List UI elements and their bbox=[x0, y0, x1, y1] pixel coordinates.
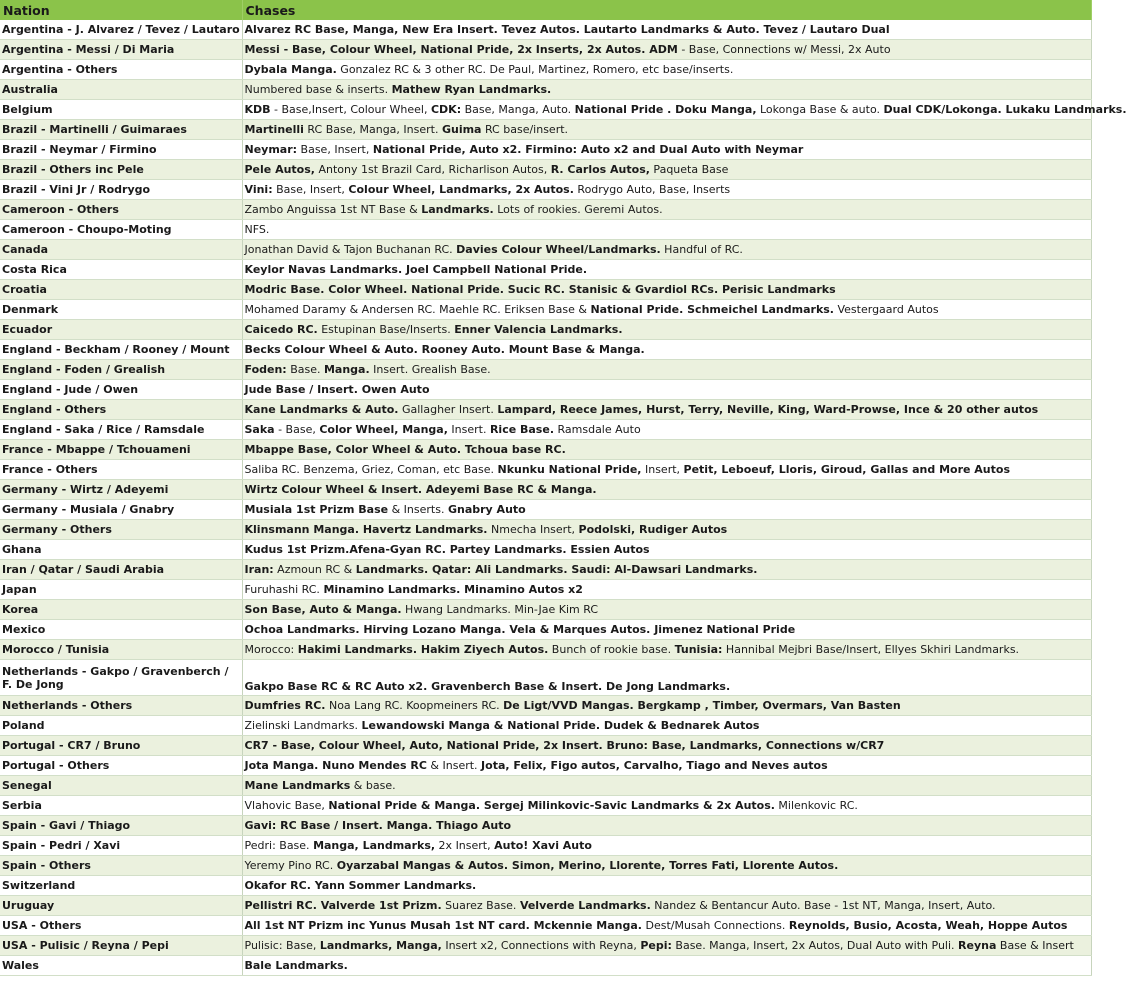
chase-text-bold: Saka bbox=[244, 423, 275, 436]
chase-text-bold: Caicedo RC. bbox=[244, 323, 318, 336]
nation-cell[interactable]: Belgium bbox=[0, 100, 242, 120]
table-row bbox=[0, 660, 1091, 696]
chases-cell[interactable] bbox=[242, 660, 1091, 696]
chases-cell[interactable] bbox=[242, 360, 1091, 380]
chase-text: Zielinski Landmarks. bbox=[244, 719, 362, 732]
chases-cell[interactable] bbox=[242, 300, 1091, 320]
table-row bbox=[0, 916, 1091, 936]
chase-text-bold: Foden: bbox=[244, 363, 287, 376]
nation-cell[interactable]: England - Jude / Owen bbox=[0, 380, 242, 400]
table-row bbox=[0, 320, 1091, 340]
chases-cell[interactable] bbox=[242, 540, 1091, 560]
nation-cell[interactable]: Germany - Others bbox=[0, 520, 242, 540]
nation-cell[interactable]: Argentina - Messi / Di Maria bbox=[0, 40, 242, 60]
table-row bbox=[0, 340, 1091, 360]
nation-cell[interactable]: Australia bbox=[0, 80, 242, 100]
table-row bbox=[0, 120, 1091, 140]
table-row bbox=[0, 380, 1091, 400]
chase-text: Base, Insert, bbox=[272, 183, 349, 196]
table-row bbox=[0, 20, 1091, 40]
chase-text-bold: Kane Landmarks & Auto. bbox=[244, 403, 399, 416]
chases-cell[interactable] bbox=[242, 620, 1091, 640]
chase-text: Rodrygo Auto, Base, Inserts bbox=[573, 183, 731, 196]
nation-cell[interactable]: Germany - Wirtz / Adeyemi bbox=[0, 480, 242, 500]
chases-cell[interactable] bbox=[242, 916, 1091, 936]
nation-cell[interactable]: France - Others bbox=[0, 460, 242, 480]
chase-text-bold: Mathew Ryan Landmarks. bbox=[391, 83, 552, 96]
chase-text: Furuhashi RC. bbox=[244, 583, 324, 596]
table-row bbox=[0, 360, 1091, 380]
chases-cell[interactable] bbox=[242, 956, 1091, 976]
nation-cell[interactable]: Brazil - Vini Jr / Rodrygo bbox=[0, 180, 242, 200]
chase-text-bold: Jude Base / Insert. Owen Auto bbox=[244, 383, 430, 396]
chase-text-bold: Reynolds, Busio, Acosta, Weah, Hoppe Autos bbox=[788, 919, 1068, 932]
chase-text-bold: Modric Base. Color Wheel. National Pride. Sucic RC. Stanisic & Gvardiol RCs. Perisic Landmarks bbox=[244, 283, 836, 296]
chase-text-bold: Martinelli bbox=[244, 123, 304, 136]
nation-cell[interactable]: Poland bbox=[0, 716, 242, 736]
chase-text-bold: Tunisia: bbox=[674, 643, 723, 656]
chases-cell[interactable] bbox=[242, 796, 1091, 816]
chases-cell[interactable] bbox=[242, 400, 1091, 420]
chases-cell[interactable] bbox=[242, 716, 1091, 736]
chase-text-bold: CR7 - Base, Colour Wheel, Auto, National Pride, 2x Insert. Bruno: Base, Landmarks, Connections w/CR7 bbox=[244, 739, 885, 752]
chase-text: Saliba RC. Benzema, Griez, Coman, etc Base. bbox=[244, 463, 498, 476]
table-row bbox=[0, 140, 1091, 160]
table-row bbox=[0, 936, 1091, 956]
chase-text-bold: Lewandowski Manga & National Pride. Dudek & Bednarek Autos bbox=[361, 719, 760, 732]
chase-text-bold: Kudus 1st Prizm.Afena-Gyan RC. Partey Landmarks. Essien Autos bbox=[244, 543, 650, 556]
table-row bbox=[0, 896, 1091, 916]
chase-text-bold: R. Carlos Autos, bbox=[550, 163, 650, 176]
nation-cell[interactable]: Netherlands - Others bbox=[0, 696, 242, 716]
chases-cell[interactable] bbox=[242, 340, 1091, 360]
nation-cell[interactable]: Denmark bbox=[0, 300, 242, 320]
chases-cell[interactable] bbox=[242, 320, 1091, 340]
table-row bbox=[0, 220, 1091, 240]
table-row bbox=[0, 580, 1091, 600]
chase-text: Pulisic: Base, bbox=[244, 939, 320, 952]
table-row bbox=[0, 856, 1091, 876]
table-row bbox=[0, 180, 1091, 200]
chase-text: Pedri: Base. bbox=[244, 839, 314, 852]
nation-cell[interactable]: Canada bbox=[0, 240, 242, 260]
chase-text-bold: Gavi: RC Base / Insert. Manga. Thiago Auto bbox=[244, 819, 512, 832]
nation-cell[interactable]: England - Beckham / Rooney / Mount bbox=[0, 340, 242, 360]
chase-text-bold: CDK: bbox=[430, 103, 462, 116]
chase-text: - Base, bbox=[274, 423, 320, 436]
nation-cell[interactable]: USA - Others bbox=[0, 916, 242, 936]
nation-cell[interactable]: Spain - Others bbox=[0, 856, 242, 876]
table-row bbox=[0, 540, 1091, 560]
chase-text: Milenkovic RC. bbox=[774, 799, 858, 812]
chase-text: Lots of rookies. Geremi Autos. bbox=[493, 203, 663, 216]
nation-cell[interactable]: Spain - Pedri / Xavi bbox=[0, 836, 242, 856]
nation-cell[interactable]: Costa Rica bbox=[0, 260, 242, 280]
chases-cell[interactable] bbox=[242, 180, 1091, 200]
chases-cell[interactable] bbox=[242, 280, 1091, 300]
chases-cell[interactable] bbox=[242, 936, 1091, 956]
column-header-chases[interactable]: Chases bbox=[242, 0, 1091, 20]
chase-text-bold: Pepi: bbox=[640, 939, 672, 952]
chase-text-bold: Vini: bbox=[244, 183, 273, 196]
chase-text-bold: Wirtz Colour Wheel & Insert. Adeyemi Base RC & Manga. bbox=[244, 483, 597, 496]
table-row bbox=[0, 956, 1091, 976]
table-row bbox=[0, 420, 1091, 440]
table-row bbox=[0, 280, 1091, 300]
table-row bbox=[0, 560, 1091, 580]
chase-text: Noa Lang RC. Koopmeiners RC. bbox=[325, 699, 504, 712]
nation-cell[interactable]: Switzerland bbox=[0, 876, 242, 896]
header-row bbox=[0, 0, 1091, 20]
chase-text-bold: Manga. bbox=[323, 363, 370, 376]
chase-text-bold: Velverde Landmarks. bbox=[519, 899, 651, 912]
chase-text-bold: Bale Landmarks. bbox=[244, 959, 348, 972]
chases-cell[interactable] bbox=[242, 380, 1091, 400]
chase-text-bold: Oyarzabal Mangas & Autos. Simon, Merino, Llorente, Torres Fati, Llorente Autos. bbox=[336, 859, 839, 872]
nation-cell[interactable]: Uruguay bbox=[0, 896, 242, 916]
table-row bbox=[0, 40, 1091, 60]
chase-text-bold: Mane Landmarks bbox=[244, 779, 351, 792]
table-row bbox=[0, 240, 1091, 260]
chase-text: Base, Manga, Auto. bbox=[461, 103, 575, 116]
table-row bbox=[0, 776, 1091, 796]
table-row bbox=[0, 300, 1091, 320]
chase-text: Jonathan David & Tajon Buchanan RC. bbox=[244, 243, 457, 256]
chase-text-bold: Jota, Felix, Figo autos, Carvalho, Tiago and Neves autos bbox=[481, 759, 828, 772]
nation-cell[interactable]: Mexico bbox=[0, 620, 242, 640]
chases-cell[interactable] bbox=[242, 736, 1091, 756]
chase-text: Vestergaard Autos bbox=[834, 303, 939, 316]
chase-text-bold: National Pride. Schmeichel Landmarks. bbox=[590, 303, 834, 316]
chase-text: - Base,Insert, Colour Wheel, bbox=[270, 103, 431, 116]
table-row bbox=[0, 756, 1091, 776]
chase-text-bold: Klinsmann Manga. Havertz Landmarks. bbox=[244, 523, 488, 536]
nation-cell[interactable]: France - Mbappe / Tchouameni bbox=[0, 440, 242, 460]
table-row bbox=[0, 816, 1091, 836]
nation-cell[interactable]: Brazil - Neymar / Firmino bbox=[0, 140, 242, 160]
chase-text-bold: Guima bbox=[441, 123, 482, 136]
nation-cell[interactable]: Brazil - Others inc Pele bbox=[0, 160, 242, 180]
chases-cell[interactable] bbox=[242, 520, 1091, 540]
chase-text: RC Base, Manga, Insert. bbox=[303, 123, 442, 136]
table-row bbox=[0, 620, 1091, 640]
chase-text-bold: National Pride, Auto x2. Firmino: Auto x2 and Dual Auto with Neymar bbox=[372, 143, 804, 156]
table-row bbox=[0, 160, 1091, 180]
nation-cell[interactable]: Netherlands - Gakpo / Gravenberch / F. De Jong bbox=[0, 660, 242, 696]
chase-text-bold: Petit, Leboeuf, Lloris, Giroud, Gallas and More Autos bbox=[683, 463, 1010, 476]
table-row bbox=[0, 836, 1091, 856]
nation-cell[interactable]: Wales bbox=[0, 956, 242, 976]
chase-text: Zambo Anguissa 1st NT Base & bbox=[244, 203, 422, 216]
nation-cell[interactable]: Croatia bbox=[0, 280, 242, 300]
chase-text: Base, Insert, bbox=[297, 143, 373, 156]
nation-cell[interactable]: Cameroon - Choupo-Moting bbox=[0, 220, 242, 240]
chase-text-bold: Reyna bbox=[958, 939, 997, 952]
chase-text: RC base/insert. bbox=[481, 123, 569, 136]
chases-cell[interactable] bbox=[242, 896, 1091, 916]
chases-cell[interactable] bbox=[242, 260, 1091, 280]
nation-cell[interactable]: Japan bbox=[0, 580, 242, 600]
chase-text-bold: Pele Autos, bbox=[244, 163, 315, 176]
chase-text: Base & Insert bbox=[996, 939, 1074, 952]
nation-cell[interactable]: Portugal - Others bbox=[0, 756, 242, 776]
chases-cell[interactable] bbox=[242, 580, 1091, 600]
chase-text: Base. bbox=[286, 363, 324, 376]
table-row bbox=[0, 260, 1091, 280]
chase-text: Gallagher Insert. bbox=[398, 403, 498, 416]
chases-cell[interactable] bbox=[242, 40, 1091, 60]
chase-text-bold: Auto! Xavi Auto bbox=[494, 839, 592, 852]
chase-text-bold: Son Base, Auto & Manga. bbox=[244, 603, 402, 616]
chases-cell[interactable] bbox=[242, 20, 1091, 40]
chase-text: Hannibal Mejbri Base/Insert, Ellyes Skhiri Landmarks. bbox=[722, 643, 1020, 656]
chase-text: Numbered base & inserts. bbox=[244, 83, 392, 96]
chase-text-bold: Enner Valencia Landmarks. bbox=[454, 323, 623, 336]
chase-text-bold: Hakimi Landmarks. Hakim Ziyech Autos. bbox=[297, 643, 549, 656]
chases-cell[interactable] bbox=[242, 480, 1091, 500]
chases-cell[interactable] bbox=[242, 836, 1091, 856]
chase-text-bold: Iran: bbox=[244, 563, 274, 576]
chase-text: NFS. bbox=[244, 223, 270, 236]
chase-text-bold: Davies Colour Wheel/Landmarks. bbox=[456, 243, 661, 256]
table-row bbox=[0, 80, 1091, 100]
chases-cell[interactable] bbox=[242, 640, 1091, 660]
chase-text: Morocco: bbox=[244, 643, 298, 656]
chase-text: & Inserts. bbox=[388, 503, 448, 516]
chase-text-bold: Rice Base. bbox=[489, 423, 554, 436]
chase-text-bold: Alvarez RC Base, Manga, New Era Insert. Tevez Autos. Lautarto Landmarks & Auto. Tevez / Lautaro Dual bbox=[244, 23, 890, 36]
chases-cell[interactable] bbox=[242, 60, 1091, 80]
chases-cell[interactable] bbox=[242, 140, 1091, 160]
nation-cell[interactable]: Serbia bbox=[0, 796, 242, 816]
chases-cell[interactable] bbox=[242, 80, 1091, 100]
chase-text: Nmecha Insert, bbox=[487, 523, 579, 536]
table-row bbox=[0, 480, 1091, 500]
chase-text: & base. bbox=[350, 779, 396, 792]
nation-cell[interactable]: Senegal bbox=[0, 776, 242, 796]
chase-text-bold: Minamino Landmarks. Minamino Autos x2 bbox=[323, 583, 583, 596]
chase-text: Antony 1st Brazil Card, Richarlison Autos, bbox=[314, 163, 551, 176]
table-row bbox=[0, 876, 1091, 896]
chases-cell[interactable] bbox=[242, 696, 1091, 716]
chase-text-bold: National Pride & Manga. Sergej Milinkovic-Savic Landmarks & 2x Autos. bbox=[328, 799, 775, 812]
chases-cell[interactable] bbox=[242, 876, 1091, 896]
chase-text: Yeremy Pino RC. bbox=[244, 859, 337, 872]
chases-cell[interactable] bbox=[242, 500, 1091, 520]
chase-text: Paqueta Base bbox=[649, 163, 729, 176]
chases-cell[interactable] bbox=[242, 756, 1091, 776]
chase-text: Azmoun RC & bbox=[273, 563, 356, 576]
table-row bbox=[0, 736, 1091, 756]
chase-text: Insert. bbox=[447, 423, 490, 436]
chase-text-bold: Mbappe Base, Color Wheel & Auto. Tchoua base RC. bbox=[244, 443, 566, 456]
chase-text: Estupinan Base/Inserts. bbox=[317, 323, 455, 336]
chase-text-bold: Dual CDK/Lokonga. Lukaku Landmarks. bbox=[883, 103, 1127, 116]
chase-text-bold: Gnabry Auto bbox=[447, 503, 526, 516]
chase-text-bold: Neymar: bbox=[244, 143, 298, 156]
nation-cell[interactable]: Ghana bbox=[0, 540, 242, 560]
nation-cell[interactable]: Iran / Qatar / Saudi Arabia bbox=[0, 560, 242, 580]
chases-cell[interactable] bbox=[242, 440, 1091, 460]
chases-cell[interactable] bbox=[242, 220, 1091, 240]
table-row bbox=[0, 696, 1091, 716]
chase-text: - Base, Connections w/ Messi, 2x Auto bbox=[677, 43, 891, 56]
chase-text: Insert. Grealish Base. bbox=[369, 363, 491, 376]
table-row bbox=[0, 716, 1091, 736]
chase-text: Dest/Musah Connections. bbox=[641, 919, 789, 932]
nation-cell[interactable]: Argentina - J. Alvarez / Tevez / Lautaro bbox=[0, 20, 242, 40]
chase-text-bold: All 1st NT Prizm inc Yunus Musah 1st NT card. Mckennie Manga. bbox=[244, 919, 642, 932]
table-row bbox=[0, 500, 1091, 520]
chase-text-bold: Ochoa Landmarks. Hirving Lozano Manga. Vela & Marques Autos. Jimenez National Pride bbox=[244, 623, 796, 636]
nation-cell[interactable]: Portugal - CR7 / Bruno bbox=[0, 736, 242, 756]
table-row bbox=[0, 460, 1091, 480]
column-header-nation[interactable]: Nation bbox=[0, 0, 242, 20]
chase-text-bold: De Ligt/VVD Mangas. Bergkamp , Timber, Overmars, Van Basten bbox=[503, 699, 901, 712]
nation-cell[interactable]: Argentina - Others bbox=[0, 60, 242, 80]
nation-cell[interactable]: Korea bbox=[0, 600, 242, 620]
chase-text-bold: Messi - Base, Colour Wheel, National Pride, 2x Inserts, 2x Autos. ADM bbox=[244, 43, 678, 56]
chase-text-bold: Musiala 1st Prizm Base bbox=[244, 503, 389, 516]
chase-text: Handful of RC. bbox=[660, 243, 743, 256]
table-row bbox=[0, 400, 1091, 420]
chase-text: Nandez & Bentancur Auto. Base - 1st NT, Manga, Insert, Auto. bbox=[650, 899, 996, 912]
chase-text: Insert, bbox=[641, 463, 684, 476]
chase-text-bold: Landmarks, Manga, bbox=[319, 939, 442, 952]
chases-cell[interactable] bbox=[242, 100, 1127, 120]
nation-cell[interactable]: Brazil - Martinelli / Guimaraes bbox=[0, 120, 242, 140]
chase-text: Gonzalez RC & 3 other RC. De Paul, Martinez, Romero, etc base/inserts. bbox=[336, 63, 734, 76]
chases-cell[interactable] bbox=[242, 460, 1091, 480]
chases-cell[interactable] bbox=[242, 160, 1091, 180]
nation-cell[interactable]: Germany - Musiala / Gnabry bbox=[0, 500, 242, 520]
chases-cell[interactable] bbox=[242, 856, 1091, 876]
chase-text-bold: Becks Colour Wheel & Auto. Rooney Auto. Mount Base & Manga. bbox=[244, 343, 645, 356]
chase-text-bold: National Pride . Doku Manga, bbox=[574, 103, 757, 116]
table-body bbox=[0, 20, 1127, 976]
table-row bbox=[0, 640, 1091, 660]
chase-text: Lokonga Base & auto. bbox=[756, 103, 884, 116]
table-row bbox=[0, 796, 1091, 816]
nation-cell[interactable]: England - Others bbox=[0, 400, 242, 420]
table-row bbox=[0, 520, 1091, 540]
chase-text-bold: Lampard, Reece James, Hurst, Terry, Neville, King, Ward-Prowse, Ince & 20 other autos bbox=[497, 403, 1039, 416]
chase-text: Ramsdale Auto bbox=[554, 423, 641, 436]
table-row bbox=[0, 600, 1091, 620]
chase-text: 2x Insert, bbox=[435, 839, 495, 852]
nation-cell[interactable]: Morocco / Tunisia bbox=[0, 640, 242, 660]
chases-cell[interactable] bbox=[242, 240, 1091, 260]
chases-cell[interactable] bbox=[242, 420, 1091, 440]
table-row bbox=[0, 100, 1091, 120]
chases-cell[interactable] bbox=[242, 120, 1091, 140]
nation-cell[interactable]: Spain - Gavi / Thiago bbox=[0, 816, 242, 836]
chase-text-bold: Dumfries RC. bbox=[244, 699, 326, 712]
chase-text-bold: Okafor RC. Yann Sommer Landmarks. bbox=[244, 879, 477, 892]
nation-cell[interactable]: Cameroon - Others bbox=[0, 200, 242, 220]
chase-text-bold: Gakpo Base RC & RC Auto x2. Gravenberch Base & Insert. De Jong Landmarks. bbox=[244, 680, 731, 693]
chase-text: Bunch of rookie base. bbox=[548, 643, 675, 656]
table-row bbox=[0, 60, 1091, 80]
table-row bbox=[0, 440, 1091, 460]
chases-cell[interactable] bbox=[242, 816, 1091, 836]
chases-cell[interactable] bbox=[242, 560, 1091, 580]
chases-cell[interactable] bbox=[242, 600, 1091, 620]
nation-cell[interactable]: Ecuador bbox=[0, 320, 242, 340]
nation-cell[interactable]: USA - Pulisic / Reyna / Pepi bbox=[0, 936, 242, 956]
chase-text: Vlahovic Base, bbox=[244, 799, 329, 812]
chase-text: Suarez Base. bbox=[441, 899, 520, 912]
chase-text: Hwang Landmarks. Min-Jae Kim RC bbox=[401, 603, 599, 616]
chase-text-bold: Colour Wheel, Landmarks, 2x Autos. bbox=[348, 183, 574, 196]
chase-text-bold: Manga, Landmarks, bbox=[313, 839, 436, 852]
chases-cell[interactable] bbox=[242, 200, 1091, 220]
chase-text-bold: Nkunku National Pride, bbox=[497, 463, 642, 476]
chase-text-bold: Dybala Manga. bbox=[244, 63, 337, 76]
chase-text-bold: Color Wheel, Manga, bbox=[319, 423, 448, 436]
nation-cell[interactable]: England - Saka / Rice / Ramsdale bbox=[0, 420, 242, 440]
table-row bbox=[0, 200, 1091, 220]
chase-text: Insert x2, Connections with Reyna, bbox=[441, 939, 641, 952]
chase-text-bold: Pellistri RC. Valverde 1st Prizm. bbox=[244, 899, 442, 912]
nation-cell[interactable]: England - Foden / Grealish bbox=[0, 360, 242, 380]
chases-cell[interactable] bbox=[242, 776, 1091, 796]
chase-text-bold: Landmarks. bbox=[421, 203, 494, 216]
chase-text-bold: Podolski, Rudiger Autos bbox=[578, 523, 728, 536]
chase-text-bold: Keylor Navas Landmarks. Joel Campbell National Pride. bbox=[244, 263, 588, 276]
chase-text-bold: Landmarks. Qatar: Ali Landmarks. Saudi: Al-Dawsari Landmarks. bbox=[355, 563, 758, 576]
chase-text: & Insert. bbox=[426, 759, 482, 772]
chase-text: Base. Manga, Insert, 2x Autos, Dual Auto with Puli. bbox=[671, 939, 959, 952]
chase-text: Mohamed Daramy & Andersen RC. Maehle RC. Eriksen Base & bbox=[244, 303, 591, 316]
chase-text-bold: KDB bbox=[244, 103, 271, 116]
chase-text-bold: Jota Manga. Nuno Mendes RC bbox=[244, 759, 427, 772]
